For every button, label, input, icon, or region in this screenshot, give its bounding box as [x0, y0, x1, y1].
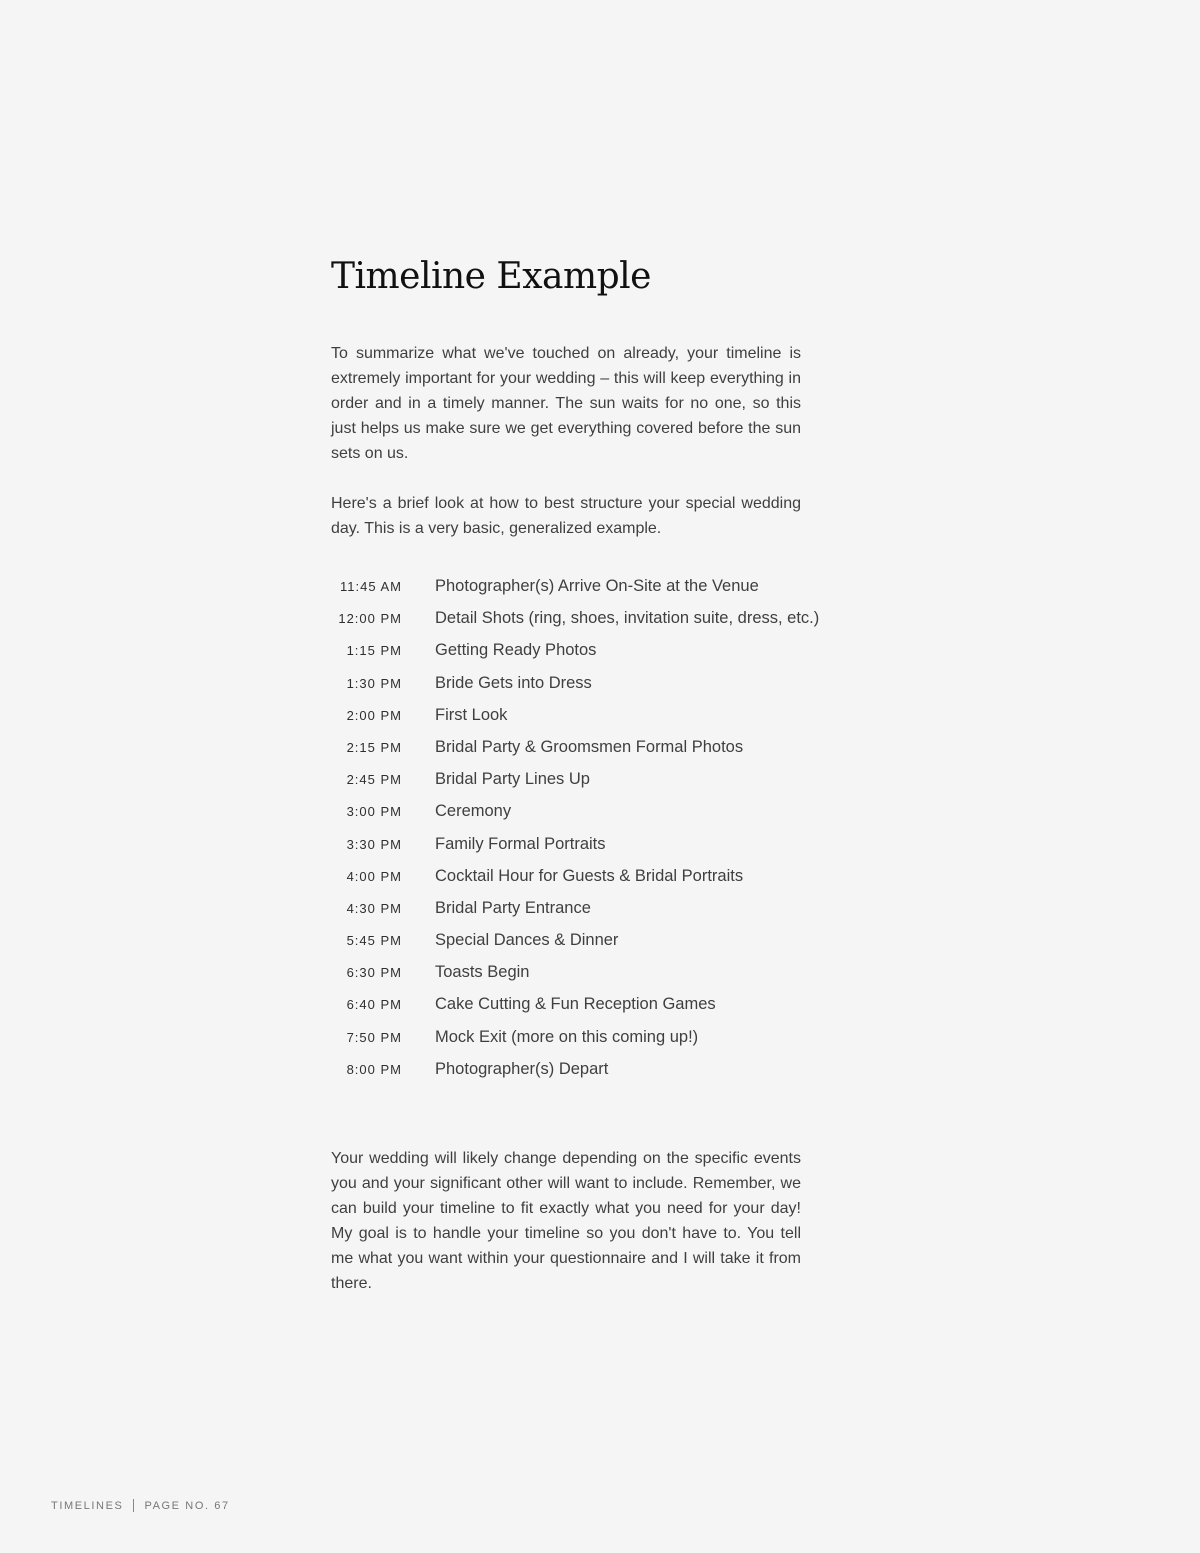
timeline-time: 6:30 PM: [346, 965, 402, 981]
timeline-time: 12:00 PM: [338, 611, 402, 627]
timeline-row: [331, 802, 851, 834]
intro-paragraph: To summarize what we've touched on already, your timeline is extremely important for your wedding – this will keep everything in order and in a timely manner. The sun waits for no one, so this just helps us make sure we get everything covered before the sun sets on us.: [331, 345, 801, 462]
page-footer: [51, 1499, 230, 1512]
timeline-time: 2:15 PM: [346, 739, 402, 755]
footer-page-number: PAGE NO. 67: [144, 1499, 230, 1512]
timeline-event: Special Dances & Dinner: [435, 931, 619, 950]
timeline-time: 8:00 PM: [346, 1061, 402, 1077]
timeline-event: Cake Cutting & Fun Reception Games: [435, 995, 716, 1014]
timeline-row: [331, 577, 851, 609]
closing-paragraph: Your wedding will likely change depending on the specific events you and your significant other will want to include. Remember, we can build your timeline to fit exactly what you need for your day! My goal is to handle your timeline so you don't have to. You tell me what you want within your questionnaire and I will take it from there.: [331, 1150, 801, 1292]
timeline-time: 5:45 PM: [346, 933, 402, 949]
timeline-row: [331, 770, 851, 802]
timeline-event: Bridal Party Lines Up: [435, 770, 590, 789]
timeline-time: 4:00 PM: [346, 868, 402, 884]
timeline-row: [331, 609, 851, 641]
timeline-time: 1:15 PM: [346, 643, 402, 659]
timeline-row: [331, 706, 851, 738]
timeline-time: 2:45 PM: [346, 772, 402, 788]
timeline-row: [331, 931, 851, 963]
timeline-event: Toasts Begin: [435, 963, 530, 982]
timeline-time: 6:40 PM: [346, 997, 402, 1013]
timeline-event: Ceremony: [435, 802, 512, 821]
timeline-event: Bridal Party Entrance: [435, 898, 591, 917]
timeline-event: Family Formal Portraits: [435, 834, 606, 853]
timeline-row: [331, 641, 851, 673]
timeline-time: 2:00 PM: [346, 707, 402, 723]
timeline-row: [331, 1028, 851, 1060]
timeline-time: 3:30 PM: [346, 836, 402, 852]
timeline-row: [331, 899, 851, 931]
intro-text: [331, 341, 801, 541]
timeline-event: Getting Ready Photos: [435, 641, 597, 660]
timeline-list: [331, 577, 851, 1092]
timeline-time: 4:30 PM: [346, 900, 402, 916]
timeline-event: Photographer(s) Depart: [435, 1059, 609, 1078]
timeline-event: First Look: [435, 705, 508, 724]
timeline-row: [331, 1060, 851, 1092]
timeline-row: [331, 738, 851, 770]
timeline-time: 7:50 PM: [346, 1029, 402, 1045]
timeline-time: 3:00 PM: [346, 804, 402, 820]
timeline-row: [331, 963, 851, 995]
timeline-event: Bridal Party & Groomsmen Formal Photos: [435, 737, 744, 756]
timeline-row: [331, 867, 851, 899]
page-title: Timeline Example: [331, 256, 651, 297]
timeline-event: Mock Exit (more on this coming up!): [435, 1027, 699, 1046]
footer-section: TIMELINES: [51, 1499, 124, 1512]
timeline-event: Bride Gets into Dress: [435, 673, 592, 692]
closing-text: [331, 1146, 801, 1296]
timeline-row: [331, 674, 851, 706]
intro-paragraph: Here's a brief look at how to best structure your special wedding day. This is a very basic, generalized example.: [331, 495, 801, 537]
timeline-row: [331, 995, 851, 1027]
timeline-event: Photographer(s) Arrive On-Site at the Venue: [435, 577, 759, 595]
timeline-event: Cocktail Hour for Guests & Bridal Portraits: [435, 866, 744, 885]
timeline-row: [331, 835, 851, 867]
timeline-event: Detail Shots (ring, shoes, invitation suite, dress, etc.): [435, 609, 820, 628]
timeline-time: 1:30 PM: [346, 675, 402, 691]
timeline-time: 11:45 AM: [340, 579, 402, 594]
footer-divider: [133, 1499, 134, 1512]
